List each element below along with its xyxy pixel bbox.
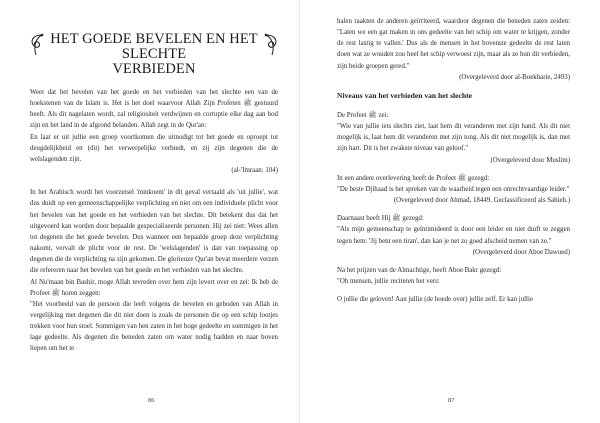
page-number: 87 bbox=[448, 397, 455, 404]
hadith-quote: "Als mijn gemeenschap te geïntimideerd is door een leider en niet durft te zeggen tegen hem: 'Jij bent een tiran', dan kan je net zo goed afscheid nemen van ze." bbox=[337, 226, 570, 245]
paragraph: In het Arabisch wordt het voorzetsel 'minkoem' in dit geval vertaald als 'uit jullie', wat dus duidt op een gemeenschappelijke verplichting en niet om een individuele plicht voor het bevelen van het goede en het verbieden van het slechte. Dit betekent dus dat het uitgevoerd kan worden door bepaalde gespecialiseerde personen. Hij zei niet: Wees allen tot degenen die het goede bevelen. Dus wanneer een bepaalde groep deze verplichting nakomt, vervalt de plicht voor de rest. De 'welslagenden' is dan van toepassing op degenen die de verplichting na zijn gekomen. De glorieuze Qur'an bevat meerdere verzen die refereren naar het bevelen van het goede en het verbieden van het slechte. bbox=[30, 189, 278, 275]
citation: (Overgeleverd door Aboe Dawued) bbox=[472, 248, 570, 256]
section-heading: Niveaus van het verbieden van het slechte bbox=[337, 90, 472, 100]
paragraph: "Oh mensen, jullie reciteren het vers: bbox=[337, 277, 440, 285]
citation: (Overgeleverd door al-Boekharie, 2493) bbox=[459, 73, 570, 81]
paragraph: Weet dat het bevelen van het goede en het verbieden van het slechte een van de hoekstenen van de Islam is. Het is het doel waarvoor Allah Zijn Profeten ﷺ gestuurd heeft. Als dit nagelaten wordt, zal religiositeit verdwijnen en corruptie elke dag aan bod zijn en het land in de afgrond belanden. Allah zegt in de Qur'an: bbox=[30, 89, 279, 130]
chapter-title-line-2: VERBIEDEN bbox=[112, 61, 196, 77]
citation: (al-'Imraan: 104) bbox=[231, 167, 278, 175]
paragraph: In een andere overlevering heeft de Profeet ﷺ gezegd: bbox=[337, 174, 490, 182]
paragraph: De Profeet ﷺ zei: bbox=[337, 111, 389, 119]
chapter-title-line-1: HET GOEDE BEVELEN EN HET SLECHTE bbox=[50, 31, 258, 62]
hadith-quote: "Wie van jullie iets slechts ziet, laat hem dit veranderen met zijn hand. Als dit niet mogelijk is, laat hem dit veranderen met zijn tong. Als dit niet mogelijk is, dan met zijn hart. Dit is het zwakste niveau van geloof." bbox=[337, 123, 570, 153]
citation: (Overgeleverd door Muslim) bbox=[490, 156, 570, 164]
paragraph: Al Nu'maan bin Bashir, moge Allah tevreden over hem zijn levert over en zei: Ik heb de Profeet ﷺ horen zeggen: bbox=[30, 278, 278, 297]
chapter-heading bbox=[30, 32, 278, 77]
paragraph: Na het prijzen van de Almachtige, heeft Aboe Bakr gezegd: bbox=[337, 266, 502, 274]
citation: (Overgeleverd door Ahmad, 18449. Geclassificeerd als Sahieh.) bbox=[393, 197, 570, 205]
paragraph: Daarnaast heeft Hij ﷺ gezegd: bbox=[337, 215, 424, 223]
hadith-quote: halen raakten de anderen geïrriteerd, waardoor degenen die beneden zaten zeiden: "Laten we een gat maken in ons gedeelte van het schip om water te krijgen, zonder de rest lastig te vallen.' Dus als de mensen in het bovenste gedeelte de rest laten doen wat ze wouden zou heel het schip verwoest zijn, maar als ze hun dit verbieden, zijn beide groepen gered." bbox=[337, 18, 570, 70]
hadith-quote: "De beste Djihaad is het spreken van de waarheid tegen een onrechtvaardige leider." bbox=[337, 185, 570, 193]
quran-quote: O jullie die geloven! Aan jullie (de hoede over) jullie zelf. Er kan jullie bbox=[337, 296, 533, 304]
page-number: 86 bbox=[148, 397, 155, 404]
hadith-quote: "Het voorbeeld van de persoon die leeft volgens de bevelen en geboden van Allah in vergelijking met degenen die dit niet doen is zoals de personen die op een schip lootjes trekken voor hun stoel. Sommigen van hen zaten in het hoge gedeelte en sommigen in het lage gedeelte. Als degenen die beneden zaten om water nodig hadden en naar boven liepen om het te bbox=[30, 300, 278, 353]
right-page bbox=[300, 0, 600, 423]
quran-quote: En laat er uit jullie een groep voortkomen die uitnodigt tot het goede en oproept tot deugdelijkheid en (dit) het verwerpelijke verbiedt, en zij zijn degenen die de welslagenden zijn. bbox=[30, 133, 278, 163]
left-ornament-icon bbox=[24, 32, 46, 58]
right-ornament-icon bbox=[262, 32, 284, 58]
